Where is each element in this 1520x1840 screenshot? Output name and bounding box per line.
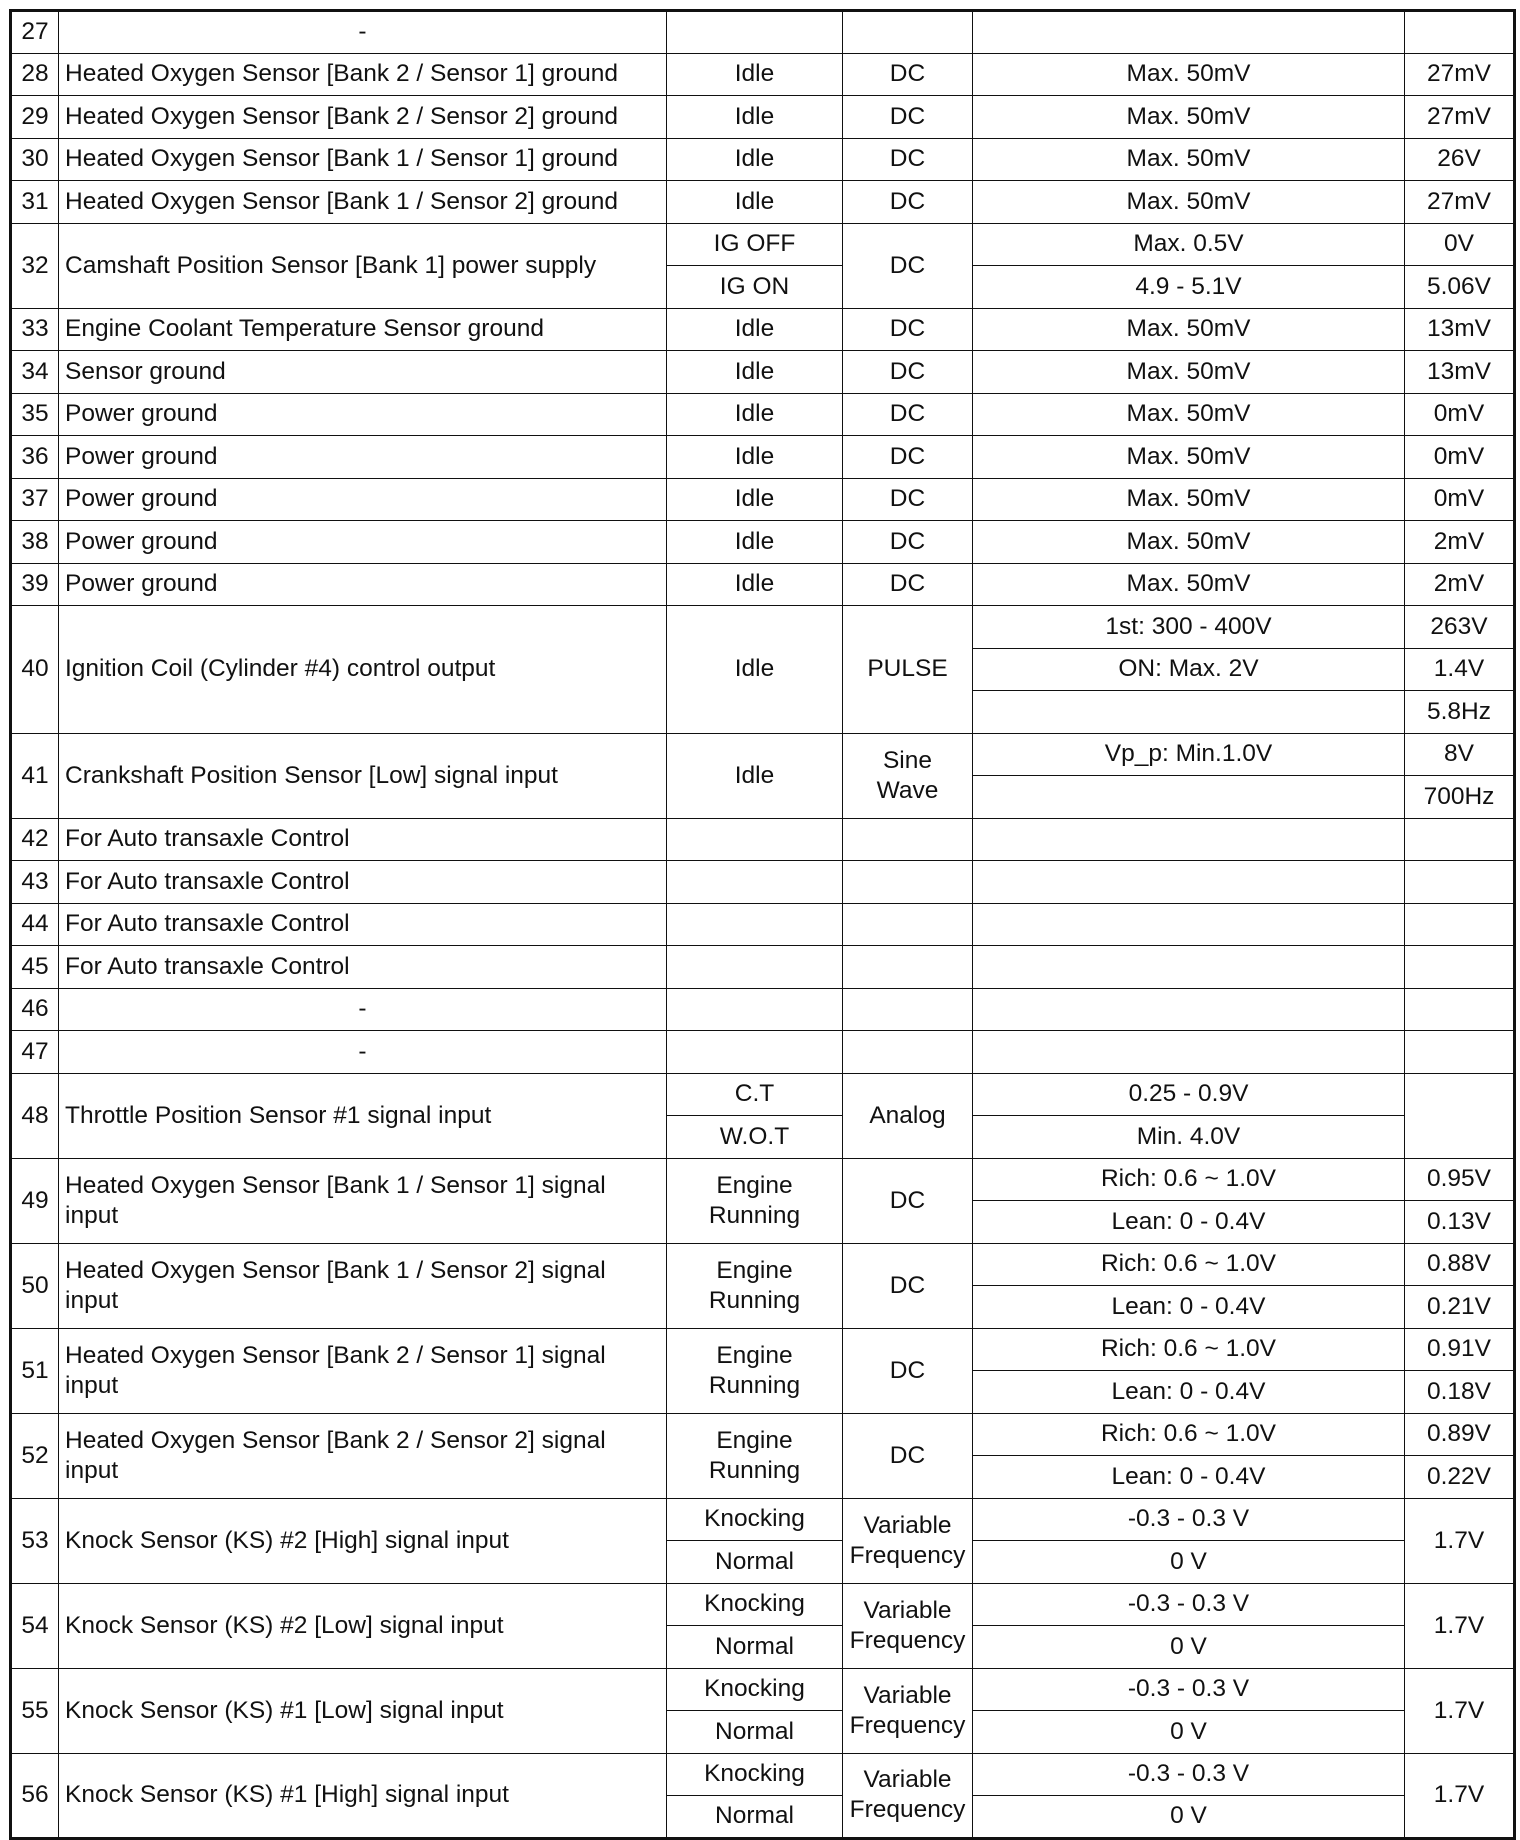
signal-type: DC [843,478,973,521]
pin-description: Heated Oxygen Sensor [Bank 2 / Sensor 1] signal input [59,1328,667,1413]
pin-description: Heated Oxygen Sensor [Bank 2 / Sensor 2] ground [59,96,667,139]
measured-value: 0.13V [1405,1201,1515,1244]
table-row [11,1158,1515,1201]
table-row [11,223,1515,266]
table-row [11,1243,1515,1286]
table-row [11,181,1515,224]
pin-number: 37 [11,478,59,521]
measured-value: 0.21V [1405,1286,1515,1329]
pin-description: For Auto transaxle Control [59,903,667,946]
measured-value: 1.7V [1405,1668,1515,1753]
check-condition: Idle [667,96,843,139]
pin-description: For Auto transaxle Control [59,818,667,861]
table-row [11,351,1515,394]
spec-level: Max. 50mV [973,351,1405,394]
check-condition [667,1031,843,1074]
spec-level: ON: Max. 2V [973,648,1405,691]
pin-number: 56 [11,1753,59,1838]
measured-value: 26V [1405,138,1515,181]
pin-description: Heated Oxygen Sensor [Bank 1 / Sensor 1] signal input [59,1158,667,1243]
spec-level: 0 V [973,1626,1405,1669]
check-condition: Normal [667,1541,843,1584]
spec-level: 4.9 - 5.1V [973,266,1405,309]
pin-number: 36 [11,436,59,479]
measured-value: 0mV [1405,393,1515,436]
table-row [11,563,1515,606]
table-row [11,96,1515,139]
table-row [11,1668,1515,1711]
spec-level: -0.3 - 0.3 V [973,1583,1405,1626]
table-row [11,1583,1515,1626]
spec-level [973,988,1405,1031]
check-condition: Normal [667,1626,843,1669]
measured-value: 8V [1405,733,1515,776]
check-condition: Idle [667,181,843,224]
check-condition: Idle [667,563,843,606]
measured-value [1405,818,1515,861]
signal-type: DC [843,393,973,436]
pin-number: 27 [11,11,59,54]
pin-description: - [59,11,667,54]
pin-number: 32 [11,223,59,308]
spec-level [973,818,1405,861]
table-row [11,478,1515,521]
pin-description: Power ground [59,521,667,564]
signal-type [843,861,973,904]
signal-type [843,903,973,946]
pin-number: 43 [11,861,59,904]
signal-type: DC [843,351,973,394]
measured-value: 27mV [1405,181,1515,224]
check-condition [667,988,843,1031]
signal-type: DC [843,138,973,181]
table-row [11,733,1515,776]
check-condition: Knocking [667,1668,843,1711]
signal-type: Sine Wave [843,733,973,818]
table-row [11,1328,1515,1371]
spec-level [973,776,1405,819]
spec-level: Lean: 0 - 0.4V [973,1286,1405,1329]
measured-value: 1.7V [1405,1498,1515,1583]
spec-level: Max. 50mV [973,563,1405,606]
pin-description: Knock Sensor (KS) #1 [High] signal input [59,1753,667,1838]
pin-number: 51 [11,1328,59,1413]
signal-type: DC [843,181,973,224]
pin-description: Power ground [59,393,667,436]
measured-value [1405,1073,1515,1158]
check-condition: Normal [667,1796,843,1839]
spec-level: Max. 50mV [973,53,1405,96]
pin-description: For Auto transaxle Control [59,946,667,989]
spec-level: Rich: 0.6 ~ 1.0V [973,1328,1405,1371]
pin-number: 34 [11,351,59,394]
check-condition: Idle [667,478,843,521]
table-row [11,521,1515,564]
spec-level [973,903,1405,946]
measured-value: 0V [1405,223,1515,266]
pin-number: 41 [11,733,59,818]
measured-value: 0mV [1405,478,1515,521]
spec-level: Max. 50mV [973,521,1405,564]
pin-number: 42 [11,818,59,861]
pin-description: Knock Sensor (KS) #2 [High] signal input [59,1498,667,1583]
check-condition [667,946,843,989]
spec-level [973,11,1405,54]
check-condition: Engine Running [667,1158,843,1243]
pin-number: 29 [11,96,59,139]
check-condition: Idle [667,351,843,394]
spec-level: Max. 50mV [973,393,1405,436]
pin-number: 40 [11,606,59,734]
pin-description: Crankshaft Position Sensor [Low] signal input [59,733,667,818]
pin-description: Camshaft Position Sensor [Bank 1] power supply [59,223,667,308]
pin-description: Heated Oxygen Sensor [Bank 2 / Sensor 2] signal input [59,1413,667,1498]
check-condition: Idle [667,53,843,96]
measured-value [1405,946,1515,989]
check-condition: Idle [667,393,843,436]
table-row [11,988,1515,1031]
measured-value: 5.06V [1405,266,1515,309]
spec-level: Rich: 0.6 ~ 1.0V [973,1158,1405,1201]
spec-level: Lean: 0 - 0.4V [973,1456,1405,1499]
pin-number: 35 [11,393,59,436]
measured-value: 2mV [1405,563,1515,606]
pin-description: Power ground [59,563,667,606]
pin-number: 33 [11,308,59,351]
spec-level [973,946,1405,989]
measured-value: 700Hz [1405,776,1515,819]
signal-type [843,11,973,54]
pin-description: Knock Sensor (KS) #2 [Low] signal input [59,1583,667,1668]
pin-number: 31 [11,181,59,224]
pin-description: Throttle Position Sensor #1 signal input [59,1073,667,1158]
signal-type: DC [843,521,973,564]
pin-description: Heated Oxygen Sensor [Bank 1 / Sensor 2] ground [59,181,667,224]
pin-number: 44 [11,903,59,946]
signal-type: DC [843,436,973,479]
table-row [11,53,1515,96]
table-row [11,606,1515,649]
measured-value [1405,903,1515,946]
check-condition: Knocking [667,1498,843,1541]
spec-level: Max. 50mV [973,138,1405,181]
check-condition: IG OFF [667,223,843,266]
table-body [11,11,1515,1839]
signal-type [843,946,973,989]
check-condition: Knocking [667,1753,843,1796]
pin-description: Knock Sensor (KS) #1 [Low] signal input [59,1668,667,1753]
pin-description: Power ground [59,478,667,521]
spec-level: -0.3 - 0.3 V [973,1498,1405,1541]
signal-type: DC [843,1158,973,1243]
spec-level: -0.3 - 0.3 V [973,1668,1405,1711]
pin-number: 54 [11,1583,59,1668]
measured-value: 2mV [1405,521,1515,564]
measured-value: 5.8Hz [1405,691,1515,734]
measured-value: 1.7V [1405,1583,1515,1668]
table-row [11,1753,1515,1796]
spec-level [973,1031,1405,1074]
check-condition [667,11,843,54]
measured-value: 0mV [1405,436,1515,479]
check-condition: Idle [667,138,843,181]
pin-description: Sensor ground [59,351,667,394]
spec-level: 0 V [973,1796,1405,1839]
check-condition: Idle [667,521,843,564]
table-row [11,1031,1515,1074]
table-row [11,308,1515,351]
pin-number: 49 [11,1158,59,1243]
pin-description: Heated Oxygen Sensor [Bank 2 / Sensor 1] ground [59,53,667,96]
signal-type: DC [843,563,973,606]
check-condition [667,861,843,904]
measured-value [1405,11,1515,54]
pin-description: Heated Oxygen Sensor [Bank 1 / Sensor 2] signal input [59,1243,667,1328]
check-condition: IG ON [667,266,843,309]
pin-number: 47 [11,1031,59,1074]
measured-value [1405,988,1515,1031]
pin-spec-table [9,9,1516,1840]
measured-value: 0.91V [1405,1328,1515,1371]
pin-description: - [59,988,667,1031]
table-row [11,1073,1515,1116]
table-row [11,903,1515,946]
table-row [11,946,1515,989]
pin-description: Engine Coolant Temperature Sensor ground [59,308,667,351]
spec-level: Max. 50mV [973,308,1405,351]
signal-type: DC [843,96,973,139]
signal-type: Analog [843,1073,973,1158]
check-condition: C.T [667,1073,843,1116]
spec-level: Max. 50mV [973,96,1405,139]
signal-type [843,988,973,1031]
spec-level: Lean: 0 - 0.4V [973,1371,1405,1414]
pin-description: Power ground [59,436,667,479]
measured-value: 0.89V [1405,1413,1515,1456]
table-row [11,393,1515,436]
signal-type [843,818,973,861]
signal-type: DC [843,223,973,308]
signal-type [843,1031,973,1074]
measured-value: 13mV [1405,308,1515,351]
pin-number: 28 [11,53,59,96]
measured-value: 27mV [1405,96,1515,139]
spec-level: -0.3 - 0.3 V [973,1753,1405,1796]
measured-value: 0.95V [1405,1158,1515,1201]
spec-level [973,861,1405,904]
spec-level: Vp_p: Min.1.0V [973,733,1405,776]
spec-level: Min. 4.0V [973,1116,1405,1159]
table-row [11,138,1515,181]
signal-type: Variable Frequency [843,1498,973,1583]
check-condition: Idle [667,733,843,818]
signal-type: DC [843,1328,973,1413]
pin-number: 46 [11,988,59,1031]
check-condition [667,818,843,861]
check-condition: Idle [667,606,843,734]
check-condition: Engine Running [667,1413,843,1498]
spec-level: 0 V [973,1541,1405,1584]
table-row [11,861,1515,904]
measured-value: 27mV [1405,53,1515,96]
table-row [11,818,1515,861]
measured-value: 1.4V [1405,648,1515,691]
measured-value: 0.88V [1405,1243,1515,1286]
pin-spec-sheet [9,9,1516,1840]
signal-type: DC [843,53,973,96]
table-row [11,436,1515,479]
pin-number: 45 [11,946,59,989]
spec-level: 0 V [973,1711,1405,1754]
signal-type: Variable Frequency [843,1753,973,1838]
table-row [11,11,1515,54]
check-condition: Knocking [667,1583,843,1626]
pin-number: 55 [11,1668,59,1753]
signal-type: DC [843,1413,973,1498]
pin-description: Heated Oxygen Sensor [Bank 1 / Sensor 1] ground [59,138,667,181]
pin-number: 50 [11,1243,59,1328]
measured-value: 0.18V [1405,1371,1515,1414]
spec-level: Max. 50mV [973,181,1405,224]
pin-number: 52 [11,1413,59,1498]
signal-type: DC [843,308,973,351]
check-condition: Idle [667,308,843,351]
check-condition: Normal [667,1711,843,1754]
pin-number: 38 [11,521,59,564]
spec-level [973,691,1405,734]
pin-number: 30 [11,138,59,181]
measured-value: 0.22V [1405,1456,1515,1499]
table-row [11,1413,1515,1456]
spec-level: Max. 50mV [973,478,1405,521]
check-condition [667,903,843,946]
spec-level: Rich: 0.6 ~ 1.0V [973,1413,1405,1456]
pin-description: For Auto transaxle Control [59,861,667,904]
spec-level: Rich: 0.6 ~ 1.0V [973,1243,1405,1286]
spec-level: Lean: 0 - 0.4V [973,1201,1405,1244]
signal-type: Variable Frequency [843,1583,973,1668]
pin-description: - [59,1031,667,1074]
measured-value [1405,861,1515,904]
check-condition: Engine Running [667,1328,843,1413]
spec-level: Max. 0.5V [973,223,1405,266]
table-row [11,1498,1515,1541]
check-condition: Engine Running [667,1243,843,1328]
check-condition: W.O.T [667,1116,843,1159]
pin-number: 48 [11,1073,59,1158]
measured-value: 263V [1405,606,1515,649]
spec-level: 1st: 300 - 400V [973,606,1405,649]
check-condition: Idle [667,436,843,479]
signal-type: DC [843,1243,973,1328]
spec-level: Max. 50mV [973,436,1405,479]
measured-value: 13mV [1405,351,1515,394]
pin-number: 53 [11,1498,59,1583]
signal-type: PULSE [843,606,973,734]
measured-value: 1.7V [1405,1753,1515,1838]
measured-value [1405,1031,1515,1074]
signal-type: Variable Frequency [843,1668,973,1753]
pin-number: 39 [11,563,59,606]
pin-description: Ignition Coil (Cylinder #4) control output [59,606,667,734]
spec-level: 0.25 - 0.9V [973,1073,1405,1116]
